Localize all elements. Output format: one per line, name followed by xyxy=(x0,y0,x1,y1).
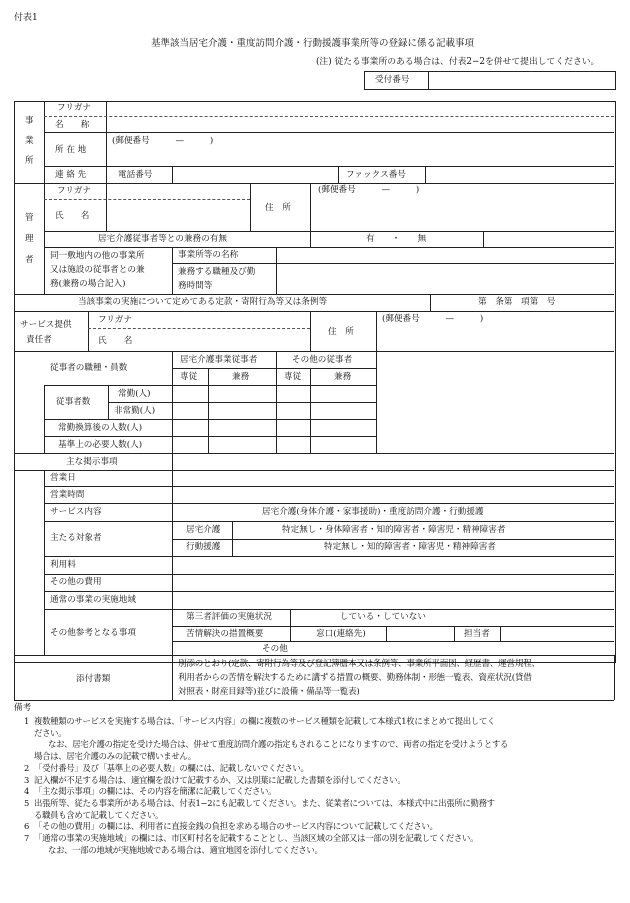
note-num-4: 4 xyxy=(24,786,30,797)
provider-furigana-label: フリガナ xyxy=(98,315,132,325)
notes-list xyxy=(14,716,622,856)
note-num-2: 2 xyxy=(24,762,30,773)
manager-name-label: 氏 名 xyxy=(55,211,90,221)
form-id: 付表1 xyxy=(14,13,38,23)
items-days-label: 営業日 xyxy=(50,473,76,483)
manager-address-label: 住 所 xyxy=(265,203,291,213)
staff-col-home: 居宅介護事業従事者 xyxy=(180,355,258,365)
staff-count-label: 従事者数 xyxy=(56,397,91,407)
note-1b: ださい。 xyxy=(34,727,67,738)
note-1c: なお、居宅介護の指定を受けた場合は、併せて重度訪問介護の指定もされることになりますので、両者の指定を受けようとする xyxy=(48,739,509,750)
office-side-1: 事 xyxy=(25,116,34,126)
note-1: 複数種類のサービスを実施する場合は、「サービス内容」の欄に複数のサービス種類を記載して本様式1枚にまとめて提出してく xyxy=(34,716,496,726)
staff-other-full: 専従 xyxy=(284,372,302,382)
staff-other-part: 兼務 xyxy=(334,372,352,382)
staff-parttime-label: 非常勤(人) xyxy=(114,406,156,416)
office-fax-label: ファックス番号 xyxy=(346,170,406,180)
staff-title: 従事者の職種・員数 xyxy=(50,363,128,373)
provider-name-label: 氏 名 xyxy=(98,336,133,346)
manager-postal-label: (郵便番号 — ) xyxy=(318,185,420,195)
manager-furigana-label: フリガナ xyxy=(57,186,91,196)
form-note: (注) 従たる事業所のある場合は、付表2−2を併せて提出してください。 xyxy=(316,57,600,67)
manager-office-name-label: 事業所等の名称 xyxy=(178,250,239,260)
rules-label: 当該事業の実施について定めてある定款・寄附行為等又は条例等 xyxy=(78,297,328,307)
items-reference-label: その他参考となる事項 xyxy=(50,628,136,638)
office-postal-label: (郵便番号 — ) xyxy=(112,136,214,146)
office-name-label: 名 称 xyxy=(55,120,90,130)
manager-duty-label-2: 務時間等 xyxy=(178,281,213,291)
note-1d: 場合は、居宅介護のみの記載で構いません。 xyxy=(34,751,197,762)
items-behavior-label: 行動援護 xyxy=(186,542,221,552)
office-furigana-label: フリガナ xyxy=(57,103,91,113)
provider-side-2: 責任者 xyxy=(26,335,52,345)
receipt-number-label: 受付番号 xyxy=(375,75,410,85)
manager-side-3: 者 xyxy=(25,255,34,265)
note-num-7: 7 xyxy=(24,833,30,844)
provider-postal-label: (郵便番号 — ) xyxy=(382,314,484,324)
staff-home-full: 専従 xyxy=(180,372,198,382)
attach-line-1: 別添のとおり(定款、寄附行為等及び登記簿謄本又は条例等、事業所平面図、経歴書、運営規程、 xyxy=(178,659,540,669)
provider-address-label: 住 所 xyxy=(328,327,354,337)
manager-other-office-2: 又は施設の従事者との兼 xyxy=(50,265,145,275)
office-side-3: 所 xyxy=(25,156,34,166)
note-num-1: 1 xyxy=(24,716,30,726)
items-hours-label: 営業時間 xyxy=(50,490,85,500)
note-4: 「主な掲示事項」の欄には、その内容を簡潔に記載してください。 xyxy=(34,786,277,797)
manager-concurrent-choice[interactable]: 有 ・ 無 xyxy=(366,234,427,244)
items-third-party-label: 第三者評価の実施状況 xyxy=(186,612,272,622)
items-other-fee-label: その他の費用 xyxy=(50,577,102,587)
provider-side-1: サービス提供 xyxy=(20,320,72,330)
attach-line-2: 利用者からの苦情を解決するために講ずる措置の概要、勤務体制・形態一覧表、資産状況(貸借 xyxy=(178,673,532,683)
manager-side-1: 管 xyxy=(25,213,34,223)
notes-title: 備考 xyxy=(14,703,32,713)
note-7: 「通常の事業の実施地域」の欄には、市区町村名を記載することとし、当該区域の全部又は一部の別を記載してください。 xyxy=(34,833,479,844)
manager-concurrent-label: 居宅介護従事者等との兼務の有無 xyxy=(98,234,227,244)
note-num-3: 3 xyxy=(24,774,30,785)
items-complaint-label: 苦情解決の措置概要 xyxy=(186,629,264,639)
attach-line-3: 対照表・財産目録等)並びに設備・備品等一覧表) xyxy=(178,687,360,697)
receipt-number-field[interactable] xyxy=(428,71,614,88)
items-third-party-value[interactable]: している・していない xyxy=(340,612,426,622)
items-home-care-label: 居宅介護 xyxy=(186,525,221,535)
items-fee-label: 利用料 xyxy=(50,560,76,570)
note-7b: なお、一部の地域が実施地域である場合は、適宜地図を添付してください。 xyxy=(48,844,323,855)
items-behavior-value[interactable]: 特定無し・知的障害者・障害児・精神障害者 xyxy=(324,542,496,552)
rules-article[interactable]: 第 条第 項第 号 xyxy=(478,297,556,307)
items-window-label: 窓口(連絡先) xyxy=(316,629,366,639)
staff-col-other: その他の従事者 xyxy=(292,355,353,365)
staff-fulltime-label: 常勤(人) xyxy=(118,389,151,399)
items-home-care-value[interactable]: 特定無し・身体障害者・知的障害者・障害児・精神障害者 xyxy=(282,525,506,535)
items-main-label: 主な掲示事項 xyxy=(66,457,118,467)
note-6: 「その他の費用」の欄には、利用者に直接金銭の負担を求める場合のサービス内容について記載してください。 xyxy=(34,821,438,832)
staff-required-label: 基準上の必要人数(人) xyxy=(58,440,143,450)
items-area-label: 通常の事業の実施地域 xyxy=(50,595,136,605)
note-5: 出張所等、従たる事業所がある場合は、付表1−2にも記載してください。また、従業者については、本様式中に出張所に勤務す xyxy=(34,797,495,808)
manager-other-office-3: 務(兼務の場合記入) xyxy=(50,279,126,289)
attach-label: 添付書類 xyxy=(76,674,111,684)
manager-side-2: 理 xyxy=(25,234,34,244)
items-service-label: サービス内容 xyxy=(50,507,102,517)
staff-home-part: 兼務 xyxy=(232,372,250,382)
office-side-2: 業 xyxy=(25,136,34,146)
main-table xyxy=(14,101,616,663)
items-service-value[interactable]: 居宅介護(身体介護・家事援助)・重度訪問介護・行動援護 xyxy=(262,507,484,517)
form-title: 基準該当居宅介護・重度訪問介護・行動援護事業所等の登録に係る記載事項 xyxy=(151,38,475,49)
note-num-5: 5 xyxy=(24,797,30,808)
staff-converted-label: 常勤換算後の人数(人) xyxy=(58,423,143,433)
note-2: 「受付番号」及び「基準上の必要人数」の欄には、記載しないでください。 xyxy=(34,762,309,773)
office-phone-label: 電話番号 xyxy=(118,170,153,180)
note-3: 記入欄が不足する場合は、適宜欄を設けて記載するか、又は別葉に記載した書類を添付してください。 xyxy=(34,774,406,785)
manager-duty-label-1: 兼務する職種及び勤 xyxy=(178,267,256,277)
note-num-6: 6 xyxy=(24,821,30,832)
items-other-label: その他 xyxy=(262,644,288,654)
office-contact-label: 連 絡 先 xyxy=(55,170,87,180)
items-person-label: 担当者 xyxy=(464,629,490,639)
manager-other-office-1: 同一敷地内の他の事業所 xyxy=(50,251,145,261)
office-address-label: 所 在 地 xyxy=(55,145,87,155)
note-5b: る職員も含めて記載してください。 xyxy=(34,809,164,820)
items-target-label: 主たる対象者 xyxy=(50,533,102,543)
